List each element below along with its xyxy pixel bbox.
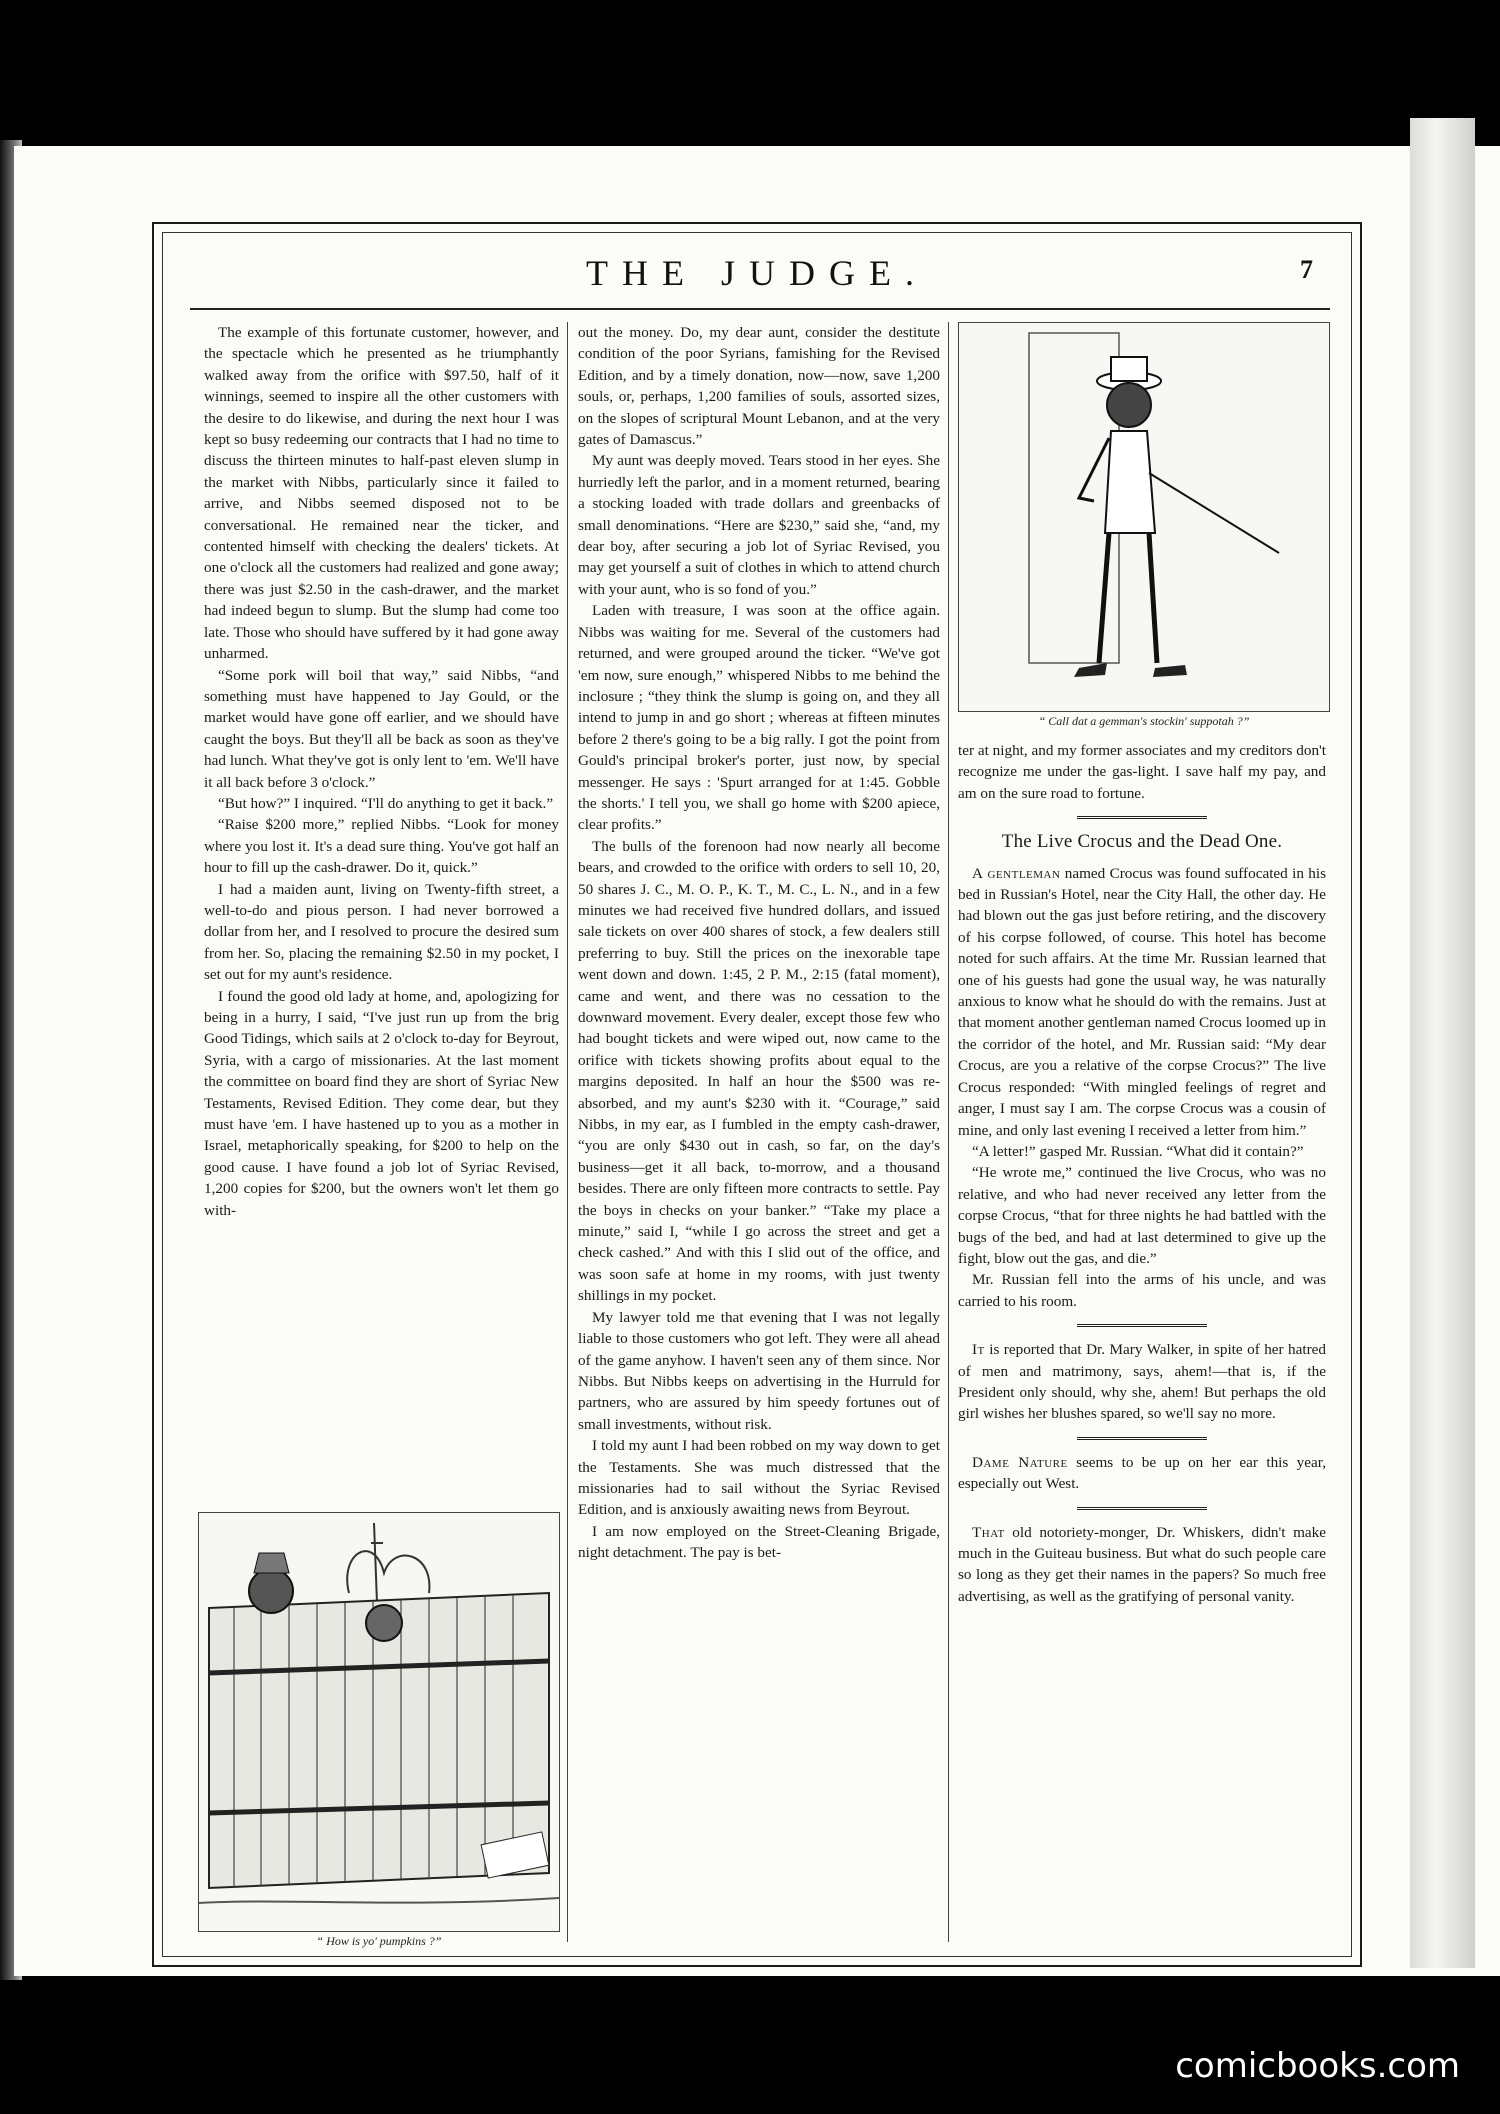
fence-drawing (199, 1513, 559, 1931)
header-rule (190, 308, 1330, 310)
gentleman-illustration (958, 322, 1330, 712)
page-stack-edge (1410, 118, 1475, 1968)
crocus-heading: The Live Crocus and the Dead One. (1001, 831, 1283, 853)
col1-paragraph: I had a maiden aunt, living on Twenty-fifth street, a well-to-do and pious person. I had never borrowed a dollar from her, and I resolved to procure the desired sum from her. So, placing the remaining $2.50 in my pocket, I set out for my aunt's residence. (204, 880, 559, 984)
column-1 (204, 322, 559, 1221)
crocus-lead: A gentleman (972, 864, 1061, 882)
col2-paragraph: The bulls of the forenoon had now nearly all become bears, and crowded to the orifice with orders to sell 10, 20, 50 shares J. C., M. O. P., K. T., M. C., L. N., and in a few minutes we had received five hundred dollars, and issued sale tickets on over 400 shares of stock, a few dealers still preferring to buy. Still the prices on the inexorable tape went down and down. 1:45, 2 P. M., 2:15 (fatal moment), came and went, and there was no cessation to the downward movement. Every dealer, except those few who had bought tickets and were wiped out, now came to the orifice with tickets showing profits about equal to the margins deposited. In half an hour the $500 was re-absorbed, and my aunt's $230 with it. “Courage,” said Nibbs, in my ear, as I fumbled in the empty cash-drawer, “you are only $430 out in cash, so far, on the day's business—get it all back, to-morrow, and a thousand besides. There are only fifteen more contracts to settle. Pay the boys in checks on your banker.” “Take my place a minute,” said I, “while I go across the street and get a check cashed.” And with this I slid out of the office, and was soon safe at home in my rooms, with just twenty shillings in my pocket. (578, 837, 940, 1305)
gentleman-caption: “ Call dat a gemman's stockin' suppotah ?” (1038, 714, 1250, 728)
column-3 (958, 740, 1326, 1607)
col2-paragraph: My lawyer told me that evening that I was not legally liable to those customers who got left. They were all ahead of the game anyhow. I haven't seen any of them since. Nor Nibbs. But Nibbs keeps on advertising in the Hurruld for partners, who are assured by him speedy fortunes out of small investments, without risk. (578, 1308, 940, 1433)
pumpkins-illustration (198, 1512, 560, 1932)
column-divider-1 (567, 322, 568, 1942)
walker-lead: It (972, 1341, 985, 1359)
col1-paragraph: “Some pork will boil that way,” said Nibbs, “and something must have happened to Jay Gould, or the market would have gone off earlier, and we should have caught the boys. But they'll all be back as soon as they've had lunch. What they've got is only lent to 'em. We'll have it all back before 3 o'clock.” (204, 666, 559, 791)
column-divider-2 (948, 322, 949, 1942)
pumpkins-caption: “ How is yo' pumpkins ?” (316, 1934, 442, 1948)
masthead-title: THE JUDGE. (586, 253, 928, 293)
site-watermark: comicbooks.com (1175, 2046, 1460, 2086)
section-rule (1077, 816, 1207, 819)
crocus-paragraph: Mr. Russian fell into the arms of his uncle, and was carried to his room. (958, 1271, 1326, 1310)
col2-paragraph: My aunt was deeply moved. Tears stood in her eyes. She hurriedly left the parlor, and in a moment returned, bearing a stocking loaded with trade dollars and greenbacks of small denominations. “Here are $230,” said she, “and, my dear boy, after securing a job lot of Syriac Revised, you may get yourself a suit of clothes in which to attend church with your aunt, who is so fond of you.” (578, 452, 940, 598)
col2-paragraph: out the money. Do, my dear aunt, consider the destitute condition of the poor Syrians, famishing for the Revised Edition, and by a timely donation, now—now, save 1,200 souls, or, perhaps, 1,200 families of souls, assorted sizes, on the slopes of scriptural Mount Lebanon, and at the very gates of Damascus.” (578, 324, 940, 449)
whiskers-lead: That (972, 1523, 1005, 1541)
nature-paragraph: seems to be up on her ear this year, especially out West. (958, 1453, 1326, 1493)
dandy-drawing (959, 323, 1329, 711)
col2-paragraph: Laden with treasure, I was soon at the office again. Nibbs was waiting for me. Several of the customers had returned, and were grouped around the ticker. “We've got 'em now, sure enough,” whispered Nibbs to me behind the inclosure ; “they think the slump is going on, and they all intend to jump in and go short ; whereas at fifteen minutes before 2 there's going to be a big rally. I got the point from Gould's principal broker's porter, just now, by special messenger. He says : 'Spurt arranged for at 1:45. Gobble the shorts.' I tell you, we shall go home with $200 apiece, clear profits.” (578, 602, 940, 834)
col3-continuation: ter at night, and my former associates and my creditors don't recognize me under the gas-light. I save half my pay, and am on the sure road to fortune. (958, 742, 1326, 802)
crocus-paragraph: “He wrote me,” continued the live Crocus, who was no relative, and who had never received any letter from the corpse Crocus, “that for three nights he had battled with the bugs of the bed, and had at last determined to give up the fight, blow out the gas, and die.” (958, 1164, 1326, 1267)
col1-paragraph: “Raise $200 more,” replied Nibbs. “Look for money where you lost it. It's a dead sure thing. You've got half an hour to fill up the cash-drawer. Do it, quick.” (204, 816, 559, 877)
col1-paragraph: The example of this fortunate customer, however, and the spectacle which he presented as he triumphantly walked away from the orifice with $97.50, half of it winnings, seemed to inspire all the other customers with the desire to do likewise, and during the next hour I was kept so busy redeeming our contracts that I had no time to discuss the thirteen minutes to half-past eleven slump in the market with Nibbs, particularly since it failed to arrive, and Nibbs seemed disposed not to be conversational. He remained near the ticker, and contented himself with checking the dealers' tickets. At one o'clock all the customers had realized and gone away; there was just $2.50 in the cash-drawer, and the market had indeed begun to slump. But the slump had come too late. Those who should have suffered by it had gone away unharmed. (204, 324, 559, 663)
col1-paragraph: I found the good old lady at home, and, apologizing for being in a hurry, I said, “I've just run up from the brig Good Tidings, which sails at 2 o'clock to-day for Beyrout, Syria, with a cargo of missionaries. At the last moment the committee on board find they are short of Syriac New Testaments, Revised Edition. They come dear, but they must have 'em. I have hastened up to you as a mother in Israel, metaphorically speaking, for $200 to help on the good cause. I have found a job lot of Syriac Revised, 1,200 copies for $200, but the owners won't let them go with- (204, 987, 559, 1219)
whiskers-paragraph: old notoriety-monger, Dr. Whiskers, didn't make much in the Guiteau business. But what do such people care so long as they get their names in the papers? So much free advertising, as well as the gratifying of personal vanity. (958, 1523, 1326, 1605)
walker-paragraph: is reported that Dr. Mary Walker, in spite of her hatred of men and matrimony, says, ahem!—that is, if the President only should, why she, ahem! But perhaps the old girl wishes her blushes spared, so we'll say no more. (958, 1341, 1326, 1423)
section-rule (1077, 1437, 1207, 1440)
col2-paragraph: I told my aunt I had been robbed on my way down to get the Testaments. She was much distressed that the missionaries had to sail without the Syriac Revised Edition, and is anxiously awaiting news from Beyrout. (578, 1437, 940, 1519)
col1-paragraph: “But how?” I inquired. “I'll do anything to get it back.” (218, 794, 554, 812)
page-number: 7 (1300, 255, 1313, 284)
crocus-paragraph: named Crocus was found suffocated in his bed in Russian's Hotel, near the City Hall, the other day. He had blown out the gas just before retiring, and the discovery of his corpse followed, of course. This hotel has become noted for such affairs. At the time Mr. Russian learned that one of his guests had gone the usual way, he was naturally anxious to know what he should do with the remains. Just at that moment another gentleman named Crocus loomed up in the corridor of the hotel, and Mr. Russian said: “My dear Crocus, are you a relative of the corpse Crocus?” The live Crocus responded: “With mingled feelings of regret and anger, I must say I am. The corpse Crocus was a cousin of mine, and only last evening I received a letter from him.” (958, 864, 1326, 1139)
section-rule (1077, 1507, 1207, 1510)
col2-paragraph: I am now employed on the Street-Cleaning Brigade, night detachment. The pay is bet- (578, 1522, 940, 1562)
nature-lead: Dame Nature (972, 1453, 1068, 1471)
section-rule (1077, 1324, 1207, 1327)
column-2 (578, 322, 940, 1564)
crocus-paragraph: “A letter!” gasped Mr. Russian. “What did it contain?” (972, 1142, 1304, 1160)
